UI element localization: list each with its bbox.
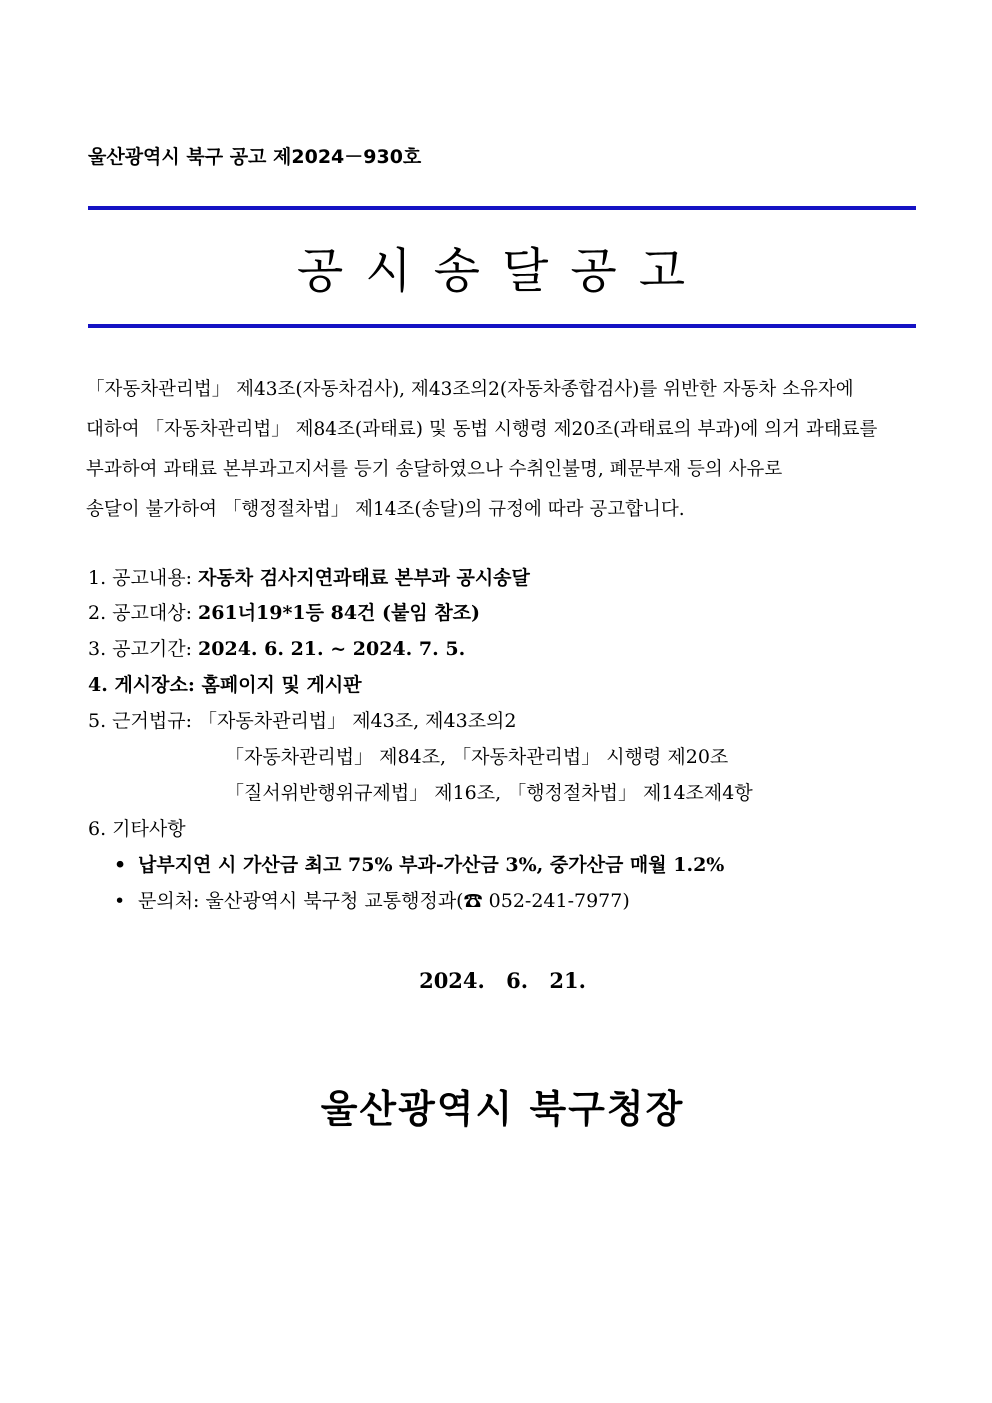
item-value: 홈페이지 및 게시판 [201,674,362,696]
item-label: 5. 근거법규: [88,710,199,732]
item-target [88,600,480,626]
bullet-text: 문의처: 울산광역시 북구청 교통행정과(☎ 052-241-7977) [138,890,630,912]
bottom-divider [88,324,916,328]
item-label: 4. 게시장소: [88,674,202,696]
item-value: 「자동차관리법」 제43조, 제43조의2 [198,710,517,732]
intro-line: 부과하여 과태료 본부과고지서를 등기 송달하였으나 수취인불명, 폐문부재 등의 사유로 [86,459,783,480]
bullet-dot-icon: • [114,890,126,912]
notice-reference-number: 울산광역시 북구 공고 제2024－930호 [88,146,422,168]
intro-line: 대하여 「자동차관리법」 제84조(과태료) 및 동법 시행령 제20조(과태료의 부과)에 의거 과태료를 [86,419,878,440]
issuer-signature: 울산광역시 북구청장 [320,1087,685,1131]
item-value: 자동차 검사지연과태료 본부과 공시송달 [198,567,530,589]
item-label: 3. 공고기간: [88,638,199,660]
item-value: 2024. 6. 21. ~ 2024. 7. 5. [198,638,466,660]
item-period [88,636,465,662]
intro-line: 「자동차관리법」 제43조(자동차검사), 제43조의2(자동차종합검사)를 위반한 자동차 소유자에 [86,379,854,400]
item-content [88,565,530,591]
intro-line: 송달이 불가하여 「행정절차법」 제14조(송달)의 규정에 따라 공고합니다. [86,499,685,520]
item-label: 2. 공고대상: [88,602,199,624]
other-bullet [114,888,630,914]
top-divider [88,206,916,210]
item-value: 261너19*1등 84건 (붙임 참조) [198,602,481,624]
item-label: 1. 공고내용: [88,567,199,589]
item-legal-basis [88,708,517,734]
bullet-dot-icon: • [114,854,127,876]
other-bullet [114,852,724,878]
legal-basis-line: 「질서위반행위규제법」 제16조, 「행정절차법」 제14조제4항 [225,782,753,804]
legal-basis-line: 「자동차관리법」 제84조, 「자동차관리법」 시행령 제20조 [225,746,729,768]
bullet-text: 납부지연 시 가산금 최고 75% 부과-가산금 3%, 중가산금 매월 1.2% [138,854,725,876]
notice-date: 2024. 6. 21. [419,968,586,993]
item-location [88,672,362,698]
item-other-label: 6. 기타사항 [88,818,186,840]
document-title: 공시송달공고 [296,243,708,299]
intro-paragraph [86,370,920,530]
